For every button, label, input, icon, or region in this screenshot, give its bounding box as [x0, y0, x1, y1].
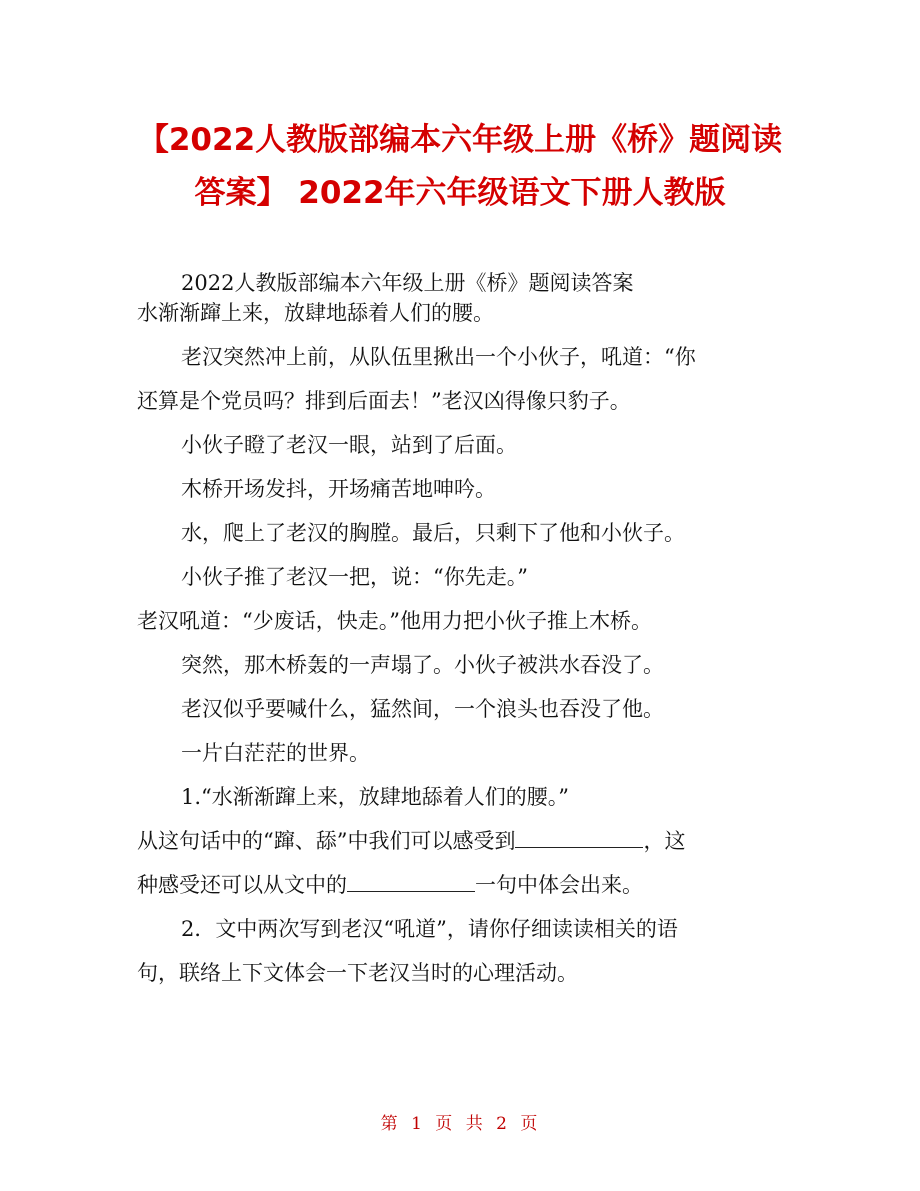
- paragraph: 水渐渐蹿上来，放肆地舔着人们的腰。: [137, 301, 494, 325]
- question-1-text-a: 从这句话中的“蹿、舔”中我们可以感受到: [137, 829, 516, 853]
- question-1-line-1: [137, 826, 777, 856]
- title-line-2: 答案】 2022年六年级语文下册人教版: [194, 175, 726, 211]
- answer-blank-2[interactable]: [347, 871, 475, 892]
- paragraph-subtitle: 2022人教版部编本六年级上册《桥》题阅读答案: [181, 271, 634, 295]
- paragraph: 小伙子推了老汉一把，说：“你先走。”: [181, 565, 528, 589]
- document-body: [137, 268, 777, 1002]
- question-1-text-c: 种感受还可以从文中的: [137, 873, 347, 897]
- question-1-quote: 1.“水渐渐蹿上来，放肆地舔着人们的腰。”: [181, 785, 570, 809]
- paragraph: 老汉吼道：“少废话，快走。”他用力把小伙子推上木桥。: [137, 609, 652, 633]
- question-2-line-2: 句，联络上下文体会一下老汉当时的心理活动。: [137, 961, 578, 985]
- footer-label-page-unit: 页: [435, 1114, 455, 1134]
- question-1-line-2: [137, 870, 777, 900]
- footer-current-page: 1: [411, 1114, 424, 1134]
- footer-total-pages: 2: [496, 1114, 509, 1134]
- question-1-text-d: 一句中体会出来。: [475, 873, 643, 897]
- paragraph: 木桥开场发抖，开场痛苦地呻吟。: [181, 477, 496, 501]
- answer-blank-1[interactable]: [515, 827, 643, 848]
- paragraph: 突然，那木桥轰的一声塌了。小伙子被洪水吞没了。: [181, 653, 664, 677]
- footer-label-total-unit: 页: [520, 1114, 540, 1134]
- paragraph: 水，爬上了老汉的胸膛。最后，只剩下了他和小伙子。: [181, 521, 685, 545]
- paragraph: 老汉似乎要喊什么，猛然间，一个浪头也吞没了他。: [181, 697, 664, 721]
- question-1-text-b: ，这: [643, 829, 686, 853]
- question-2-line-1: 2．文中两次写到老汉“吼道”，请你仔细读读相关的语: [181, 917, 678, 941]
- paragraph: 小伙子瞪了老汉一眼，站到了后面。: [181, 433, 517, 457]
- page-footer: [0, 1112, 920, 1136]
- footer-label-total: 共: [465, 1114, 485, 1134]
- document-title: [120, 114, 800, 220]
- footer-label-page: 第: [380, 1114, 400, 1134]
- title-line-1: 【2022人教版部编本六年级上册《桥》题阅读: [137, 122, 783, 158]
- paragraph: 老汉突然冲上前，从队伍里揪出一个小伙子，吼道：“你: [181, 345, 696, 369]
- paragraph: 一片白茫茫的世界。: [181, 741, 370, 765]
- paragraph: 还算是个党员吗？排到后面去！”老汉凶得像只豹子。: [137, 389, 631, 413]
